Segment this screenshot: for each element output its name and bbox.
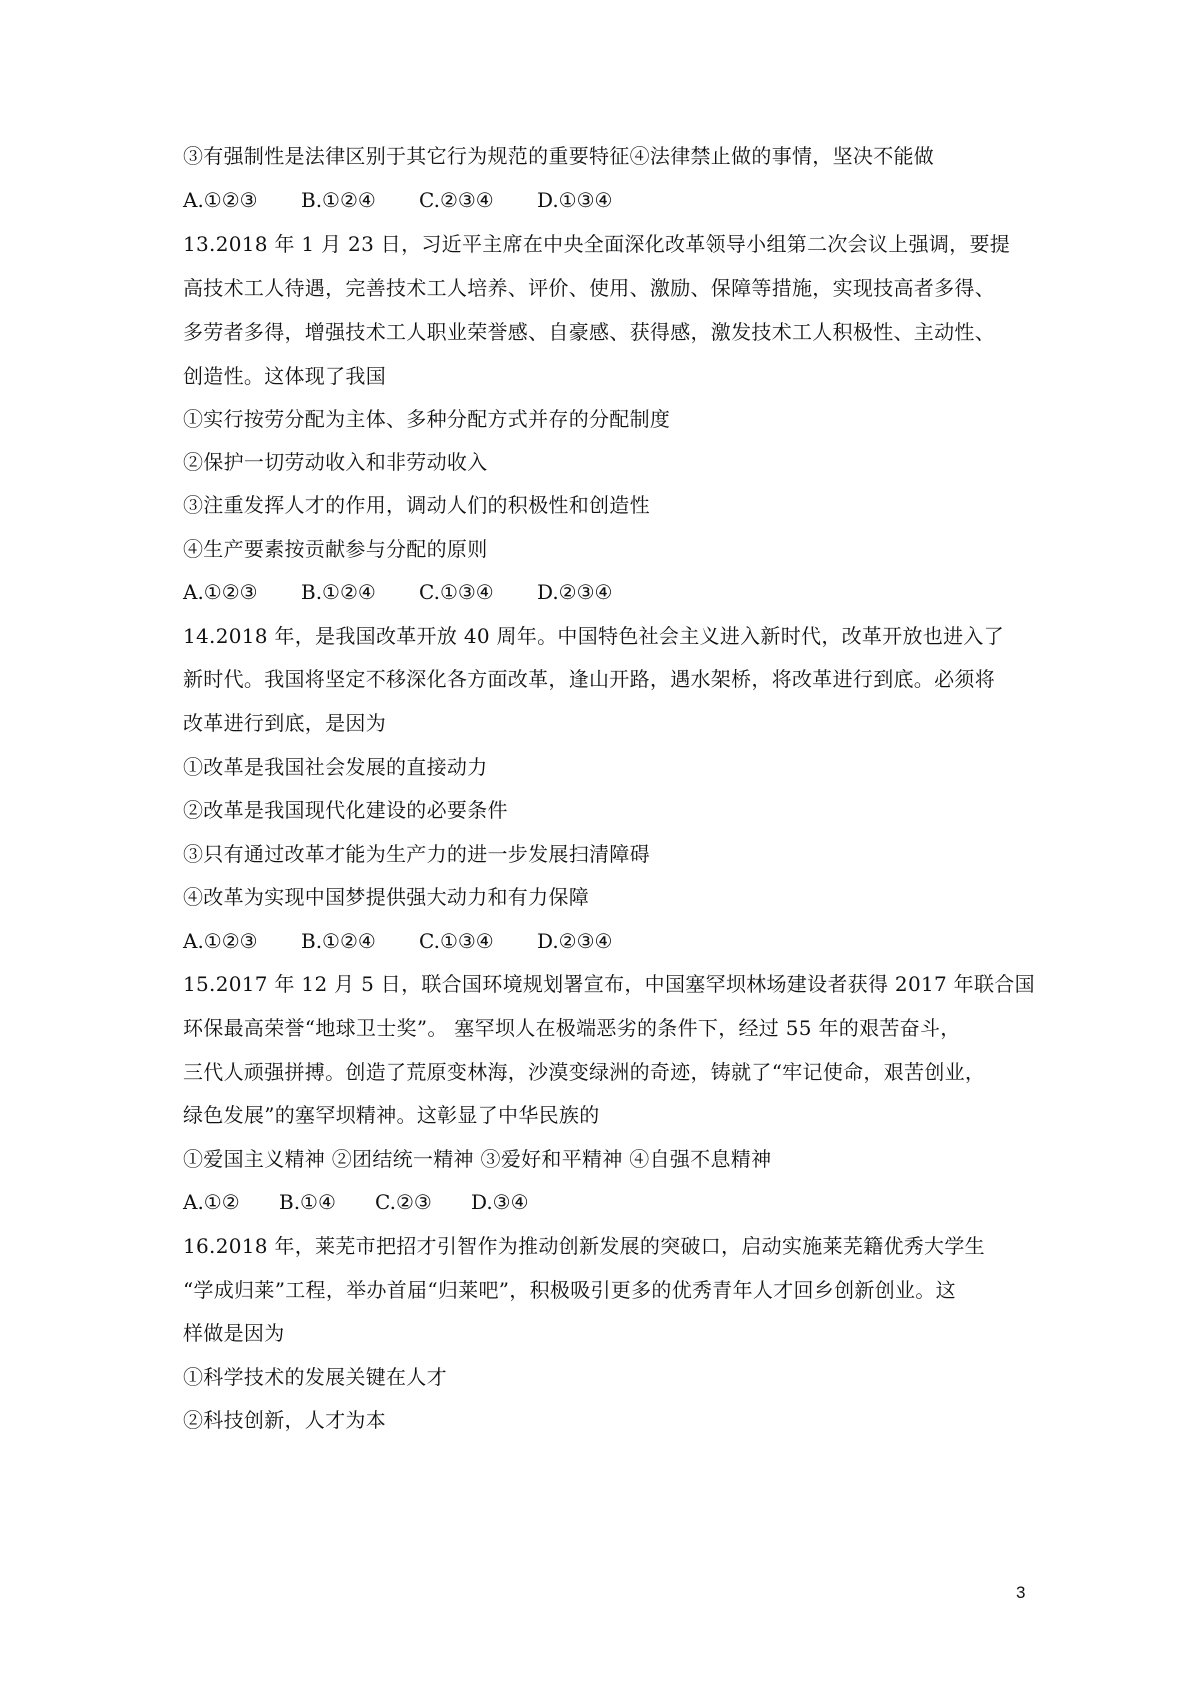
option-c: C.①③④ xyxy=(419,929,494,953)
question-16-line: 16.2018 年，莱芜市把招才引智作为推动创新发展的突破口，启动实施莱芜籍优秀大学生 xyxy=(183,1234,985,1258)
option-a: A.①②③ xyxy=(183,929,258,953)
option-b: B.①②④ xyxy=(301,580,376,604)
question-15-line: 15.2017 年 12 月 5 日，联合国环境规划署宣布，中国塞罕坝林场建设者获得 2017 年联合国 xyxy=(183,972,1035,996)
option-c: C.②③ xyxy=(375,1190,432,1214)
statement-2: ②改革是我国现代化建设的必要条件 xyxy=(183,798,508,822)
option-a: A.①② xyxy=(183,1190,240,1214)
question-14-line: 14.2018 年，是我国改革开放 40 周年。中国特色社会主义进入新时代，改革开放也进入了 xyxy=(183,624,1005,648)
option-b: B.①②④ xyxy=(301,929,376,953)
option-d: D.③④ xyxy=(471,1190,529,1214)
text-line: 三代人顽强拼搏。创造了荒原变林海，沙漠变绿洲的奇迹，铸就了“牢记使命，艰苦创业， xyxy=(183,1060,986,1084)
text-line: 改革进行到底，是因为 xyxy=(183,711,386,735)
option-a: A.①②③ xyxy=(183,188,258,212)
option-c: C.①③④ xyxy=(419,580,494,604)
question-13-line: 13.2018 年 1 月 23 日，习近平主席在中央全面深化改革领导小组第二次会议上强调，要提 xyxy=(183,232,1011,256)
text-line: 环保最高荣誉“地球卫士奖”。 塞罕坝人在极端恶劣的条件下，经过 55 年的艰苦奋斗， xyxy=(183,1016,961,1040)
text-line: 样做是因为 xyxy=(183,1321,285,1345)
statement-4: ④改革为实现中国梦提供强大动力和有力保障 xyxy=(183,885,589,909)
text-line: 创造性。这体现了我国 xyxy=(183,364,386,388)
statement-1: ①改革是我国社会发展的直接动力 xyxy=(183,755,488,779)
statement-1: ①科学技术的发展关键在人才 xyxy=(183,1365,447,1389)
statement-4: ④生产要素按贡献参与分配的原则 xyxy=(183,537,488,561)
option-b: B.①④ xyxy=(279,1190,336,1214)
option-d: D.②③④ xyxy=(537,580,613,604)
text-line: “学成归莱”工程，举办首届“归莱吧”，积极吸引更多的优秀青年人才回乡创新创业。这 xyxy=(183,1278,956,1302)
page-number: 3 xyxy=(1016,1583,1026,1602)
text-line: 绿色发展”的塞罕坝精神。这彰显了中华民族的 xyxy=(183,1103,600,1127)
text-line: ③有强制性是法律区别于其它行为规范的重要特征④法律禁止做的事情，坚决不能做 xyxy=(183,144,935,168)
option-b: B.①②④ xyxy=(301,188,376,212)
statement-3: ③注重发挥人才的作用，调动人们的积极性和创造性 xyxy=(183,493,650,517)
text-line: 多劳者多得，增强技术工人职业荣誉感、自豪感、获得感，激发技术工人积极性、主动性、 xyxy=(183,320,995,344)
statement-2: ②科技创新，人才为本 xyxy=(183,1408,386,1432)
statement-1: ①实行按劳分配为主体、多种分配方式并存的分配制度 xyxy=(183,407,671,431)
text-line: 新时代。我国将坚定不移深化各方面改革，逢山开路，遇水架桥，将改革进行到底。必须将 xyxy=(183,667,995,691)
statement-2: ②保护一切劳动收入和非劳动收入 xyxy=(183,450,488,474)
option-c: C.②③④ xyxy=(419,188,494,212)
statements-row: ①爱国主义精神 ②团结统一精神 ③爱好和平精神 ④自强不息精神 xyxy=(183,1147,772,1171)
option-d: D.①③④ xyxy=(537,188,613,212)
text-line: 高技术工人待遇，完善技术工人培养、评价、使用、激励、保障等措施，实现技高者多得、 xyxy=(183,276,995,300)
option-d: D.②③④ xyxy=(537,929,613,953)
statement-3: ③只有通过改革才能为生产力的进一步发展扫清障碍 xyxy=(183,842,650,866)
option-a: A.①②③ xyxy=(183,580,258,604)
